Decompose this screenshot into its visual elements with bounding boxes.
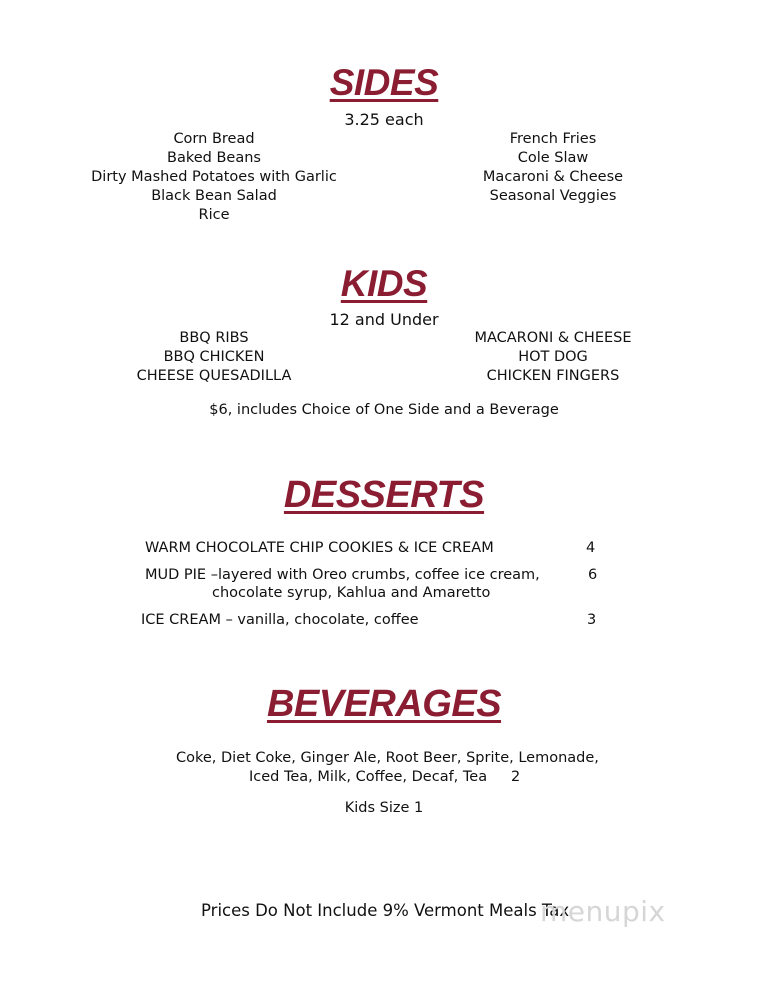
sides-left-column [84,130,344,225]
dessert-ice-cream-price: 3 [587,612,597,628]
list-item: CHEESE QUESADILLA [136,368,292,384]
menupix-watermark: menupix [540,895,666,928]
list-item: Dirty Mashed Potatoes with Garlic [91,169,337,185]
dessert-ice-cream: ICE CREAM – vanilla, chocolate, coffee [141,612,419,628]
beverages-list-line2: Iced Tea, Milk, Coffee, Decaf, Tea [249,769,488,785]
tax-note: Prices Do Not Include 9% Vermont Meals Tax [201,901,570,920]
dessert-cookies: WARM CHOCOLATE CHIP COOKIES & ICE CREAM [145,540,494,556]
list-item: Rice [198,207,230,223]
list-item: Cole Slaw [517,150,589,166]
list-item: Macaroni & Cheese [482,169,624,185]
dessert-mud-pie: MUD PIE –layered with Oreo crumbs, coffee ice cream, [145,567,540,583]
list-item: Black Bean Salad [151,188,277,204]
kids-right-column [453,329,653,386]
beverages-price: 2 [511,769,521,785]
sides-heading: SIDES [329,62,439,103]
list-item: French Fries [509,131,597,147]
dessert-mud-pie-desc: chocolate syrup, Kahlua and Amaretto [212,585,491,601]
list-item: Corn Bread [173,131,255,147]
beverages-list-line1: Coke, Diet Coke, Ginger Ale, Root Beer, Sprite, Lemonade, [176,750,599,766]
dessert-cookies-price: 4 [586,540,596,556]
list-item: CHICKEN FINGERS [486,368,620,384]
list-item: Baked Beans [167,150,261,166]
beverages-heading: BEVERAGES [266,683,502,725]
beverages-kids-size: Kids Size 1 [344,800,424,816]
list-item: BBQ CHICKEN [163,349,265,365]
desserts-heading: DESSERTS [283,474,485,516]
kids-age-note: 12 and Under [329,310,439,329]
sides-price-note: 3.25 each [344,110,424,129]
list-item: HOT DOG [518,349,588,365]
list-item: Seasonal Veggies [489,188,617,204]
sides-right-column [453,130,653,206]
kids-heading: KIDS [340,263,428,304]
list-item: MACARONI & CHEESE [474,330,632,346]
kids-price-note: $6, includes Choice of One Side and a Beverage [209,402,559,418]
dessert-mud-pie-price: 6 [588,567,598,583]
kids-left-column [114,329,314,386]
list-item: BBQ RIBS [179,330,249,346]
